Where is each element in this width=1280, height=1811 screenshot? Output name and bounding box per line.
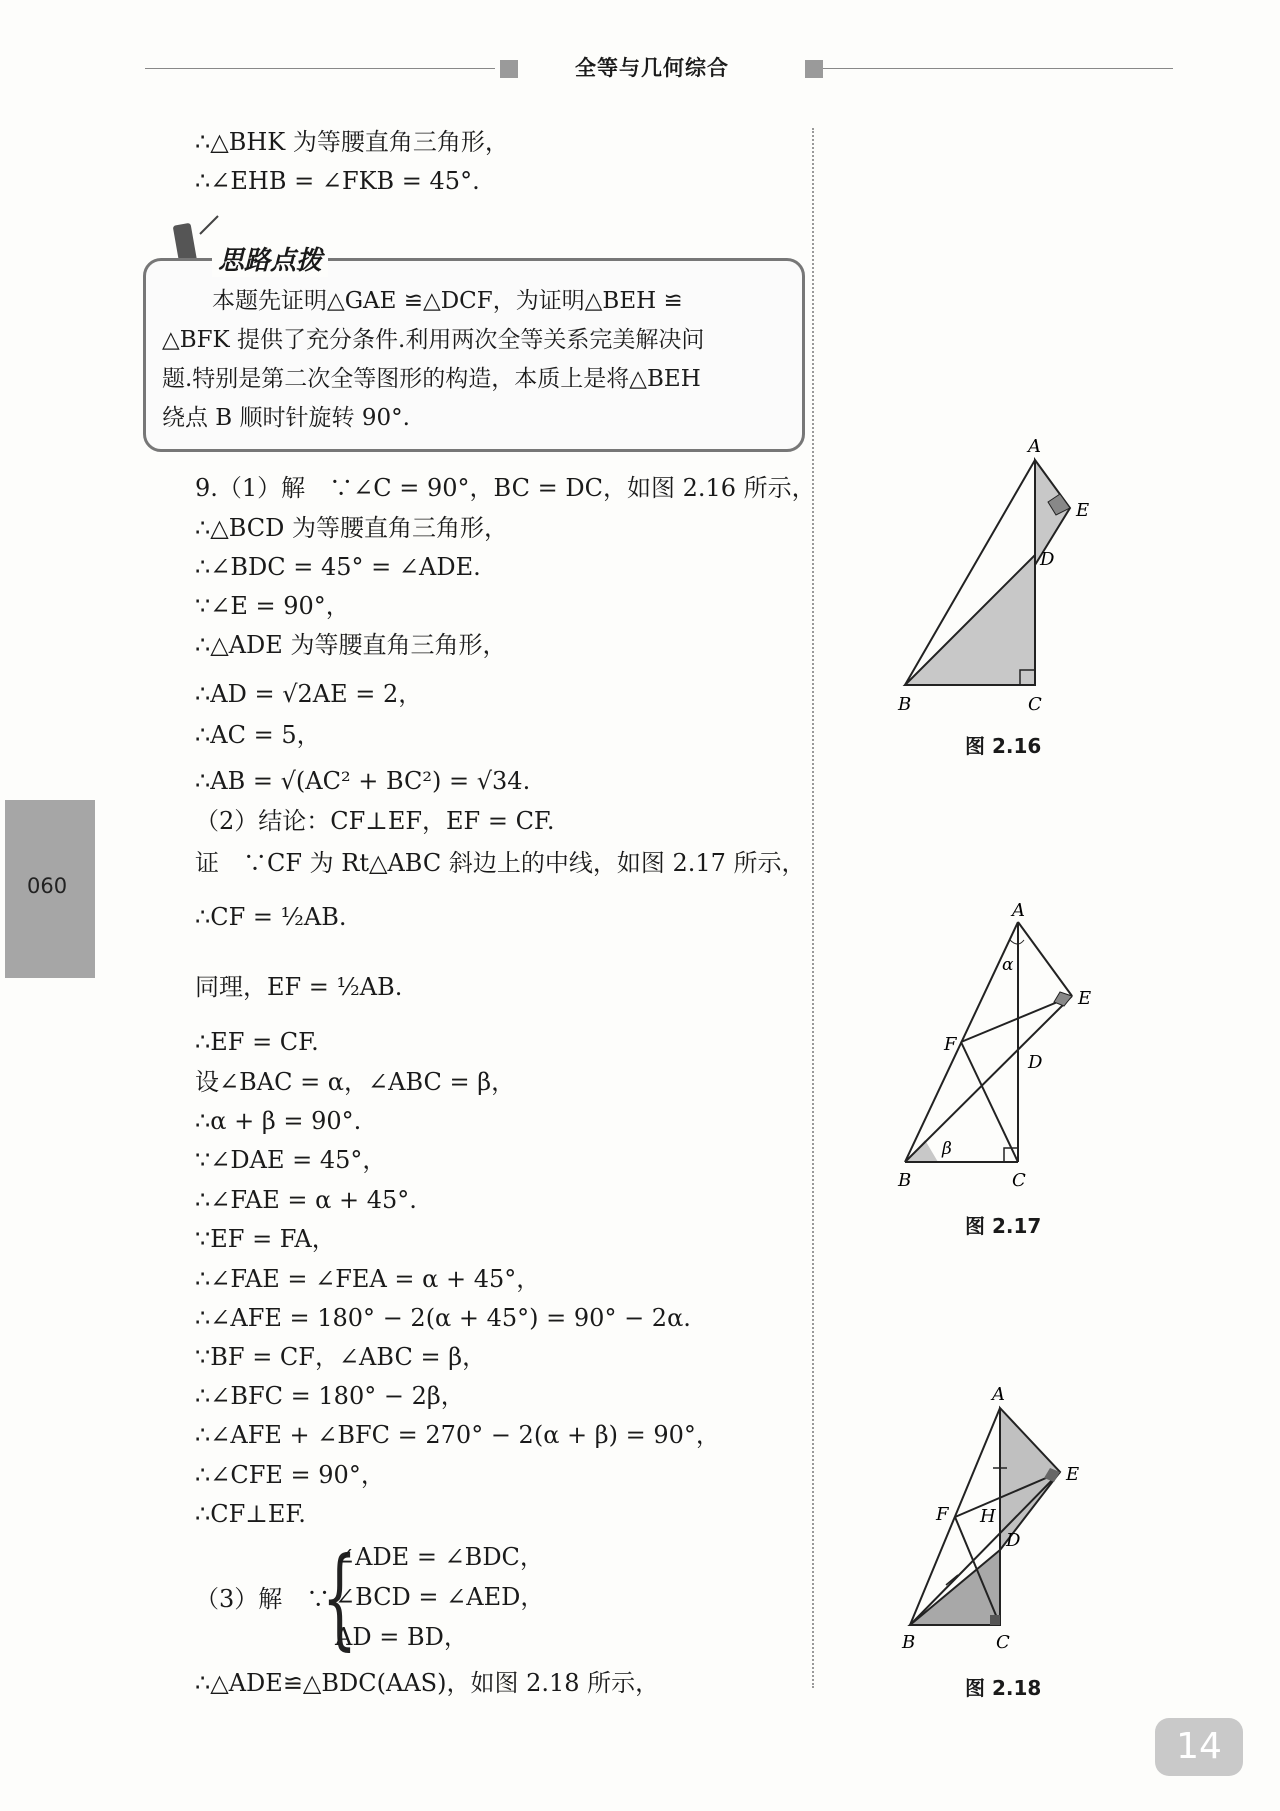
text-line: ∴CF⊥EF.	[195, 1500, 306, 1528]
text-line: ∵BF = CF，∠ABC = β，	[195, 1343, 487, 1371]
text-line: ∴AB = √(AC² + BC²) = √34.	[195, 767, 531, 795]
text-line: ∴EF = CF.	[195, 1028, 319, 1056]
part3-condition: ∠BCD = ∠AED，	[335, 1583, 545, 1611]
text-line: 9.（1）解 ∵∠C = 90°，BC = DC，如图 2.16 所示，	[195, 474, 816, 502]
header-rule-left	[145, 68, 495, 69]
text-line: ∵EF = FA，	[195, 1225, 336, 1253]
tip-line: 题.特别是第二次全等图形的构造，本质上是将△BEH	[162, 366, 701, 392]
text-line: 证 ∵CF 为 Rt△ABC 斜边上的中线，如图 2.17 所示，	[195, 849, 806, 877]
text-line: ∴△BHK 为等腰直角三角形，	[195, 128, 509, 156]
fig-label: H	[980, 1506, 996, 1527]
fig-label: D	[1028, 1052, 1043, 1073]
text-line: ∴∠CFE = 90°，	[195, 1461, 385, 1489]
figure-2-18	[880, 1380, 1120, 1670]
text-line: ∴∠EHB = ∠FKB = 45°.	[195, 167, 480, 195]
tip-line: △BFK 提供了充分条件.利用两次全等关系完美解决问	[162, 327, 705, 353]
text-line: ∴∠BDC = 45° = ∠ADE.	[195, 553, 481, 581]
text-line: ∵∠DAE = 45°，	[195, 1146, 387, 1174]
fig-label: D	[1006, 1530, 1021, 1551]
side-page-tab	[5, 800, 95, 978]
figure-2-16	[880, 430, 1120, 720]
text-line: ∵∠E = 90°，	[195, 592, 350, 620]
text-line: ∴△BCD 为等腰直角三角形，	[195, 514, 509, 542]
text-line: 同理，EF = ½AB.	[195, 973, 403, 1001]
fig-label: A	[1028, 436, 1041, 457]
header-square-right	[805, 60, 823, 78]
fig-label: B	[898, 1170, 912, 1190]
text-line: ∴△ADE≌△BDC(AAS)，如图 2.18 所示，	[195, 1669, 660, 1697]
page-number-badge: 14	[1155, 1718, 1243, 1776]
text-line: ∴CF = ½AB.	[195, 903, 347, 931]
tip-line: 本题先证明△GAE ≌△DCF，为证明△BEH ≌	[212, 288, 683, 314]
fig-label: B	[902, 1632, 916, 1653]
fig-label: F	[936, 1504, 949, 1525]
fig-label: A	[1012, 900, 1025, 921]
part3-label: （3）解 ∵	[195, 1585, 331, 1613]
column-divider	[812, 128, 814, 1688]
text-line: 设∠BAC = α，∠ABC = β，	[195, 1068, 516, 1096]
text-line: ∴∠AFE + ∠BFC = 270° − 2(α + β) = 90°，	[195, 1421, 720, 1449]
fig-label: C	[1012, 1170, 1026, 1190]
text-line: ∴∠FAE = α + 45°.	[195, 1186, 417, 1214]
figure-caption: 图 2.16	[965, 734, 1042, 758]
triangle-BCD	[905, 555, 1035, 685]
text-line: ∴∠FAE = ∠FEA = α + 45°，	[195, 1265, 541, 1293]
text-line: ∴AC = 5，	[195, 721, 321, 749]
fig-label: C	[1028, 694, 1042, 715]
text-line: ∴α + β = 90°.	[195, 1107, 362, 1135]
tip-title: 思路点拨	[212, 240, 328, 277]
text-line: ∴∠AFE = 180° − 2(α + 45°) = 90° − 2α.	[195, 1304, 691, 1332]
text-line: ∴∠BFC = 180° − 2β，	[195, 1382, 465, 1410]
fig-label: D	[1040, 549, 1055, 570]
fig-label: β	[942, 1139, 952, 1159]
fig-label: E	[1078, 988, 1092, 1009]
header-square-left	[500, 60, 518, 78]
figure-2-17	[880, 900, 1120, 1190]
brace-symbol: {	[322, 1533, 357, 1661]
fig-label: E	[1066, 1464, 1080, 1485]
fig-label: F	[944, 1034, 957, 1055]
side-page-label: 060	[27, 874, 68, 898]
text-line: ∴AD = √2AE = 2，	[195, 680, 423, 708]
fig-label: B	[898, 694, 912, 715]
fig-label: E	[1076, 500, 1090, 521]
text-line: ∴△ADE 为等腰直角三角形，	[195, 631, 507, 659]
part3-condition: ∠ADE = ∠BDC，	[335, 1543, 544, 1571]
fig-label: A	[992, 1384, 1005, 1405]
part3-condition: AD = BD，	[335, 1623, 468, 1651]
header-rule-right	[823, 68, 1173, 69]
fig-label: C	[996, 1632, 1010, 1653]
triangle-BDC	[910, 1550, 1000, 1625]
tip-line: 绕点 B 顺时针旋转 90°.	[162, 405, 410, 431]
part3-system	[195, 1533, 655, 1661]
text-line: （2）结论：CF⊥EF，EF = CF.	[195, 807, 555, 835]
figure-caption: 图 2.18	[965, 1676, 1042, 1700]
figure-caption: 图 2.17	[965, 1214, 1042, 1238]
page-header-title: 全等与几何综合	[575, 56, 729, 80]
fig-label: α	[1002, 955, 1014, 975]
